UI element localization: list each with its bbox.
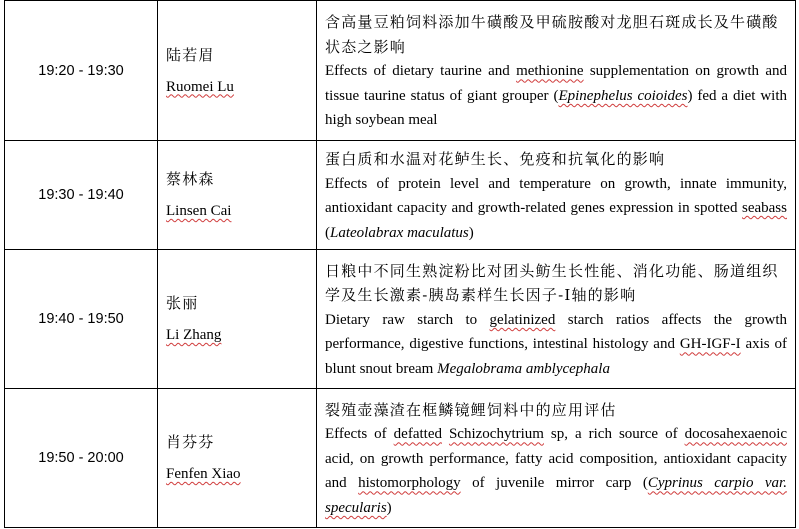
speaker-name-english-text: Ruomei Lu [166, 78, 234, 95]
talk-title-english [325, 172, 787, 246]
speaker-name-english-text: Li Zhang [166, 327, 222, 343]
time-slot: 19:40 - 19:50 [5, 250, 158, 389]
title-text: of juvenile mirror carp ( [460, 475, 648, 492]
schedule-row [5, 389, 796, 528]
speaker-cell [158, 141, 317, 250]
species-name: Lateolabrax maculatus [330, 224, 469, 241]
talk-title-english [325, 59, 787, 133]
title-text-flagged: histomorphology [358, 475, 461, 492]
title-text: ) [386, 499, 392, 516]
speaker-name-chinese: 陆若眉 [166, 45, 215, 64]
speaker-cell [158, 1, 317, 141]
speaker-cell [158, 250, 317, 389]
talk-title-cell [317, 1, 796, 141]
title-text: starch ratios affects the growth performance, digestive functions, intestinal histology and [325, 311, 787, 353]
title-text: supplementation on growth and tissue taurine status of giant grouper ( [325, 63, 787, 104]
schedule-table [4, 0, 796, 528]
speaker-name-chinese: 张丽 [166, 294, 199, 312]
speaker-name-english-text: Fenfen Xiao [166, 466, 241, 482]
title-text-flagged: seabass [742, 200, 787, 216]
talk-title-chinese: 蛋白质和水温对花鲈生长、免疫和抗氧化的影响 [325, 150, 666, 168]
title-text-flagged: docosahexaenoic [684, 426, 788, 443]
schedule-row [5, 1, 796, 141]
talk-title-cell [317, 250, 796, 389]
species-name: Megalobrama amblycephala [437, 360, 610, 377]
species-name: Cyprinus carpio var. specularis [325, 475, 787, 516]
title-text [442, 426, 449, 442]
title-text: ) [468, 224, 474, 241]
schedule-row [5, 250, 796, 389]
title-text: ( [325, 224, 330, 241]
talk-title-english [325, 308, 787, 382]
title-text-flagged: gelatinized [489, 311, 556, 328]
title-text-flagged: GH-IGF-I [679, 336, 741, 353]
talk-title-chinese: 含高量豆粕饲料添加牛磺酸及甲硫胺酸对龙胆石斑成长及牛磺酸状态之影响 [325, 13, 779, 56]
title-text-flagged: defatted [393, 426, 442, 443]
time-slot: 19:30 - 19:40 [5, 141, 158, 250]
talk-title-chinese: 裂殖壶藻渣在框鳞镜鲤饲料中的应用评估 [325, 400, 617, 419]
speaker-name-english-text: Linsen Cai [166, 203, 232, 219]
title-text-flagged: methionine [516, 63, 584, 80]
species-name: Epinephelus coioides [558, 87, 688, 104]
title-text-flagged: Schizochytrium [448, 426, 544, 443]
talk-title-chinese: 日粮中不同生熟淀粉比对团头鲂生长性能、消化功能、肠道组织学及生长激素-胰岛素样生长因子-Ⅰ轴的影响 [325, 261, 779, 305]
title-text: Effects of protein level and temperature on growth, innate immunity, antioxidant capacity and growth-related genes expression in spotted [325, 175, 787, 216]
speaker-cell [158, 389, 317, 528]
speaker-name-english [166, 195, 316, 227]
speaker-name-chinese: 肖芬芬 [166, 433, 215, 451]
time-slot: 19:50 - 20:00 [5, 389, 158, 528]
title-text: Effects of [325, 426, 394, 443]
time-slot: 19:20 - 19:30 [5, 1, 158, 141]
speaker-name-english [166, 458, 316, 490]
speaker-name-chinese: 蔡林森 [166, 170, 215, 188]
speaker-name-english [166, 319, 316, 351]
talk-title-cell [317, 141, 796, 250]
title-text: sp, a rich source of [543, 426, 685, 443]
talk-title-english [325, 422, 787, 520]
title-text: Dietary raw starch to [325, 311, 490, 328]
speaker-name-english [166, 71, 316, 103]
title-text: ) fed a diet with high soybean meal [325, 87, 788, 129]
talk-title-cell [317, 389, 796, 528]
title-text: acid, on growth performance, fatty acid composition, antioxidant capacity and [325, 450, 787, 492]
title-text: axis of blunt snout bream [325, 336, 787, 377]
schedule-row [5, 141, 796, 250]
title-text: Effects of dietary taurine and [325, 63, 517, 80]
